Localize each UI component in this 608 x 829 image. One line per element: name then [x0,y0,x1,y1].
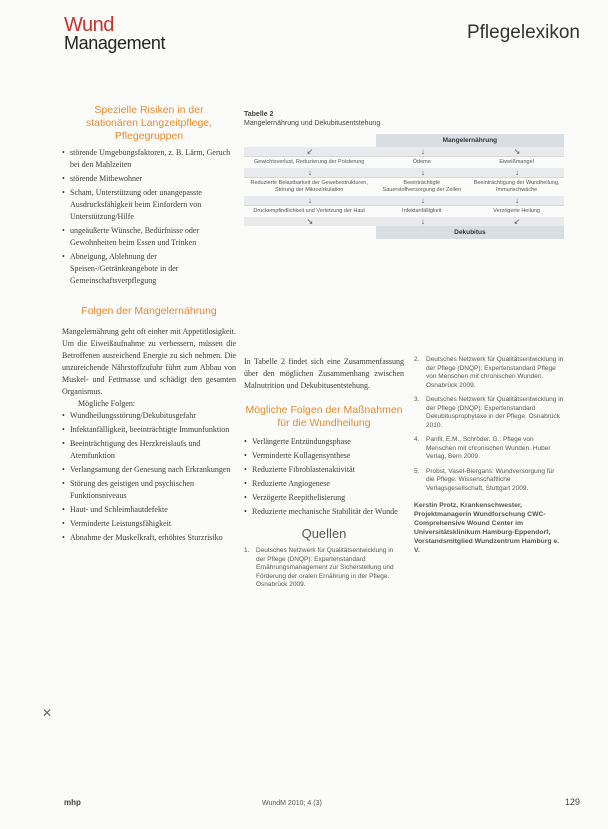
sources-title: Quellen [301,526,347,541]
reference-list [414,356,564,493]
reference-number: 3. [414,396,420,403]
reference-item [244,547,404,590]
table-row [244,177,564,196]
table-cell: Druckempfindlichkeit und Verletzung der Haut [253,208,365,214]
table-cell: Reduzierte Belastbarkeit der Gewebestrukturen, Störung der Mikrozirkulation [250,180,368,193]
reference-number: 4. [414,436,420,443]
sources-list [244,547,404,590]
flow-arrow-icon: ↙ [306,147,314,156]
consequence-list [62,410,236,544]
issue-reference: WundM 2010; 4 (3) [262,800,322,807]
measure-list-item: • Verminderte Kollagensynthese [244,450,404,462]
arrow-row [244,168,564,177]
measure-list [244,436,404,518]
table-body [244,156,564,217]
section-title: Pflegelexikon [466,22,580,43]
consequence-list-item: • Abnahme der Muskelkraft, erhöhtes Sturzrisiko [62,532,236,544]
risk-list-item: • Scham, Unterstützung oder unangepasste Ausdrucksfähigkeit beim Einfordern von Unterstützung/Hilfe [62,187,236,223]
flow-arrow-icon: ↓ [514,196,519,205]
measure-list-item: • Reduzierte Angiogenese [244,478,404,490]
logo-line-2: Management [64,33,166,53]
flow-arrow-icon: ↓ [420,168,425,177]
reference-item [414,436,564,462]
reference-item [414,356,564,390]
flow-arrow-icon: ↓ [420,217,425,226]
risk-list [62,147,236,287]
flow-arrow-icon: ↘ [513,147,521,156]
flow-arrow-icon: ↓ [307,168,312,177]
risks-box-title: Spezielle Risiken in der stationären Langzeitpflege, Pflegegruppen [85,104,213,142]
reference-number: 5. [414,467,420,475]
table-cell: Beeinträchtigte Sauerstoffversorgung der Zellen [382,180,462,193]
table-caption-label: Tabelle 2 [244,111,274,118]
logo-line-1: Wund [64,14,114,36]
reference-text: Panfil, E.M., Schröder, G.: Pflege von Menschen mit chronischen Wunden. Huber Verlag, Bern 2009. [426,436,551,460]
flow-arrow-icon: ↓ [514,168,519,177]
consequence-list-item: • Infektanfälligkeit, beeinträchtigte Immunfunktion [62,424,236,436]
reference-text: Deutsches Netzwerk für Qualitätsentwicklung in der Pflege (DNQP): Expertenstandard Dekubitusprophylaxe in der Pflege. Osnabrück 2010. [426,396,564,429]
consequence-list-item: • Wundheilungsstörung/Dekubitusgefahr [62,410,236,422]
risk-list-item: • störende Umgebungsfaktoren, z. B. Lärm, Geruch bei den Mahlzeiten [62,147,236,171]
arrow-row-top [244,147,564,156]
reference-number: 1. [244,547,250,554]
reference-text: Deutsches Netzwerk für Qualitätsentwicklung in der Pflege (DNQP): Expertenstandard Pflege von Menschen mit chronischen Wunden. Osnabrück 2009. [426,356,564,389]
reference-text: Deutsches Netzwerk für Qualitätsentwicklung in der Pflege (DNQP): Expertenstandard Ernährungsmanagement zur Sicherstellung und Förderung der oralen Ernährung in der Pflege. Osnabrück 2009. [256,547,394,588]
flow-arrow-icon: ↘ [306,217,314,226]
measures-title: Mögliche Folgen der Maßnahmen für die Wundheilung [245,404,403,429]
middle-column [244,356,404,596]
flow-arrow-icon: ↓ [420,196,425,205]
arrow-row [244,196,564,205]
table-row [244,205,564,217]
consequences-title: Folgen der Mangelernährung [81,305,217,317]
consequences-subheading: Mögliche Folgen: [78,399,136,408]
reference-text: Probst, Vasel-Biergans: Wundversorgung für die Pflege. Wissenschaftliche Verlagsgesellschaft, Stuttgart 2009. [426,467,555,492]
flow-arrow-icon: ↓ [307,196,312,205]
consequence-list-item: • Beeinträchtigung des Herzkreislaufs und Atemfunktion [62,438,236,462]
measure-list-item: • Reduzierte mechanische Stabilität der Wunde [244,506,404,518]
table-intro-text: In Tabelle 2 findet sich eine Zusammenfassung über den möglichen Zusammenhang zwischen Malnutrition und Dekubitusentstehung. [244,357,404,390]
consequence-list-item: • Haut- und Schleimhautdefekte [62,504,236,516]
risk-list-item: • ungeäußerte Wünsche, Bedürfnisse oder Gewohnheiten beim Essen und Trinken [62,225,236,249]
consequence-list-item: • Störung des geistigen und psychischen Funktionsniveaus [62,478,236,502]
measure-list-item: • Reduzierte Fibroblastenaktivität [244,464,404,476]
publisher-mark: mhp [64,798,81,807]
consequence-list-item: • Verminderte Leistungsfähigkeit [62,518,236,530]
measure-list-item: • Verzögerte Reepithelisierung [244,492,404,504]
consequences-intro: Mangelernährung geht oft einher mit Appetitlosigkeit. Um die Eiweißaufnahme zu verbessern, müssen die Betroffenen ausreichend Energie zu sich nehmen. Die unzureichende Nährstoffzufuhr führt zum Abbau von Muskel- und Fettmasse und schädigt den gesamten Organismus. [62,327,236,396]
reference-number: 2. [414,356,420,363]
arrow-row-bottom [244,217,564,226]
table-bottom-footer: Dekubitus [376,226,564,239]
table-cell: Ödeme [412,159,431,165]
flow-arrow-icon: ↙ [513,217,521,226]
consequence-list-item: • Verlangsamung der Genesung nach Erkrankungen [62,464,236,476]
table-row [244,156,564,168]
risk-list-item: • störende Mitbewohner [62,173,236,185]
table-caption-text: Mangelernährung und Dekubitusentstehung [244,120,381,127]
right-column [414,356,564,555]
table-cell: Eiweißmangel [499,159,534,165]
page-number: 129 [564,797,580,807]
risk-list-item: • Abneigung, Ablehnung der Speisen-/Getränkeangebote in der Gemeinschaftsverpflegung [62,251,236,287]
journal-logo [64,16,165,52]
table-top-header: Mangelernährung [376,134,564,147]
reference-item [414,468,564,494]
table-cell: Gewichtsverlust, Reduzierung der Polsterung [253,159,365,165]
author-note: Kerstin Protz, Krankenschwester, Projektmanagerin Wundforschung CWC-Comprehensive Wound Center im Universitätsklinikum Hamburg-Eppendorf, Vorstandsmitglied Wundzentrum Hamburg e. V. [414,502,560,554]
table-2 [244,134,564,239]
measure-list-item: • Verlängerte Entzündungsphase [244,436,404,448]
reference-item [414,396,564,430]
table-cell: Verzögerte Heilung [493,208,540,214]
table-cell: Infektanfälligkeit [402,208,442,214]
table-caption [244,110,564,128]
table-cell: Beeinträchtigung der Wundheilung, Immunschwäche [473,180,560,193]
crop-mark-icon: ✕ [42,706,53,720]
flow-arrow-icon: ↓ [420,147,425,156]
left-column [62,104,236,546]
